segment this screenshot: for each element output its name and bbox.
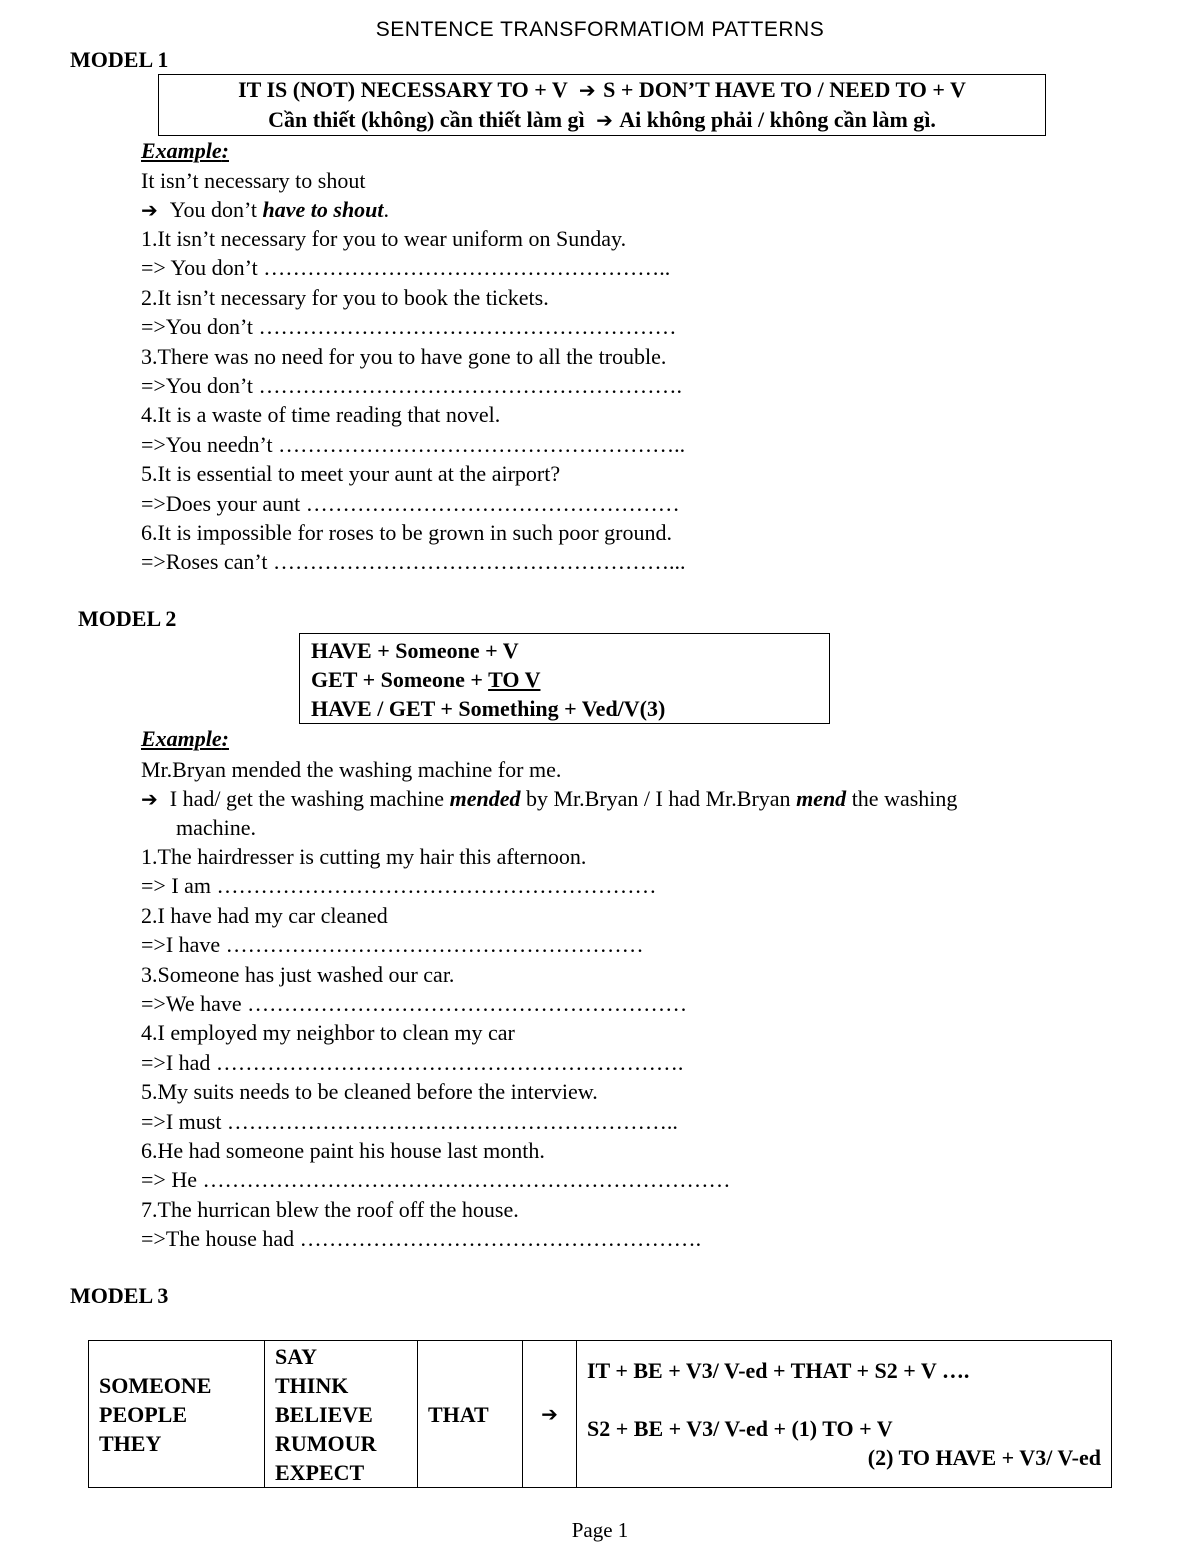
exercise-question: 2.It isn’t necessary for you to book the tickets. [141, 284, 549, 310]
verb-item: RUMOUR [275, 1430, 377, 1456]
exercise-question: 1.It isn’t necessary for you to wear uniform on Sunday. [141, 226, 627, 251]
model1-pattern-box [158, 74, 1046, 136]
exercise-answer-line: =>Does your aunt …………………………………………… [141, 490, 680, 516]
right-arrow-icon: ➔ [596, 108, 613, 132]
exercise-question: 4.It is a waste of time reading that novel. [141, 402, 501, 428]
exercise-question: 5.It is essential to meet your aunt at the airport? [141, 461, 561, 487]
model2-example-label: Example: [141, 726, 229, 751]
subject-item: PEOPLE [99, 1401, 188, 1427]
model2-pattern-line1: HAVE + Someone + V [311, 638, 519, 663]
right-arrow-icon: ➔ [141, 198, 158, 222]
model3-table [88, 1340, 1112, 1488]
model2-example-answer-cont: machine. [176, 815, 257, 840]
model1-example-label: Example: [141, 138, 229, 163]
verbs-cell [265, 1341, 418, 1488]
subject-item: SOMEONE [99, 1372, 212, 1398]
exercise-question: 1.The hairdresser is cutting my hair this afternoon. [141, 844, 587, 869]
right-arrow-icon: ➔ [578, 78, 596, 102]
model1-pattern-right: S + DON’T HAVE TO / NEED TO + V [603, 77, 966, 102]
result-line1: IT + BE + V3/ V-ed + THAT + S2 + V …. [587, 1358, 970, 1383]
page-number: Page 1 [571, 1518, 629, 1542]
exercise-question: 3.Someone has just washed our car. [141, 961, 455, 987]
exercise-answer-line: =>You needn’t ……………………………………………….. [141, 431, 686, 457]
right-arrow-icon: ➔ [523, 1341, 577, 1488]
model2-heading: MODEL 2 [78, 606, 177, 631]
model2-pattern-line2: GET + Someone + TO V [311, 667, 541, 692]
verb-item: SAY [275, 1343, 317, 1369]
model1-pattern-left: IT IS (NOT) NECESSARY TO + V [238, 77, 568, 102]
exercise-answer-line: =>You don’t ………………………………………………… [141, 314, 677, 340]
exercise-answer-line: =>I must …………………………………………………….. [141, 1108, 678, 1134]
verb-item: THINK [275, 1372, 349, 1398]
model3-heading: MODEL 3 [70, 1283, 169, 1308]
model1-example-answer: ➔ You don’t have to shout. [141, 197, 390, 222]
model1-gloss-left: Cần thiết (không) cần thiết làm gì [268, 107, 585, 132]
exercise-answer-line: =>I have ………………………………………………… [141, 932, 644, 958]
subjects-cell [89, 1341, 265, 1488]
result-line3: (2) TO HAVE + V3/ V-ed [867, 1445, 1101, 1470]
exercise-answer-line: =>I had ………………………………………………………. [141, 1049, 684, 1075]
page-title: SENTENCE TRANSFORMATIOM PATTERNS [375, 18, 825, 41]
right-arrow-icon: ➔ [141, 787, 158, 811]
model2-pattern-box [299, 633, 830, 724]
verb-item: EXPECT [275, 1459, 365, 1485]
exercise-answer-line: =>You don’t …………………………………………………. [141, 372, 683, 398]
exercise-question: 3.There was no need for you to have gone to all the trouble. [141, 343, 667, 369]
exercise-question: 7.The hurrican blew the roof off the house. [141, 1196, 519, 1222]
result-line2: S2 + BE + V3/ V-ed + (1) TO + V [587, 1416, 893, 1441]
that-cell: THAT [418, 1341, 523, 1488]
model1-heading: MODEL 1 [70, 47, 169, 72]
exercise-question: 5.My suits needs to be cleaned before the interview. [141, 1079, 598, 1105]
result-cell [577, 1341, 1112, 1488]
exercise-answer-line: =>We have …………………………………………………… [141, 990, 688, 1016]
model2-example-answer: ➔ I had/ get the washing machine mended by Mr.Bryan / I had Mr.Bryan mend the washing [141, 786, 958, 811]
exercise-question: 6.He had someone paint his house last month. [141, 1137, 545, 1163]
model2-lines [141, 755, 957, 1253]
model2-pattern-line3: HAVE / GET + Something + Ved/V(3) [311, 696, 666, 721]
exercise-answer-line: =>The house had ………………………………………………. [141, 1226, 702, 1252]
exercise-answer-line: =>Roses can’t ………………………………………………... [141, 549, 686, 575]
subject-item: THEY [99, 1430, 162, 1456]
exercise-answer-line: => I am …………………………………………………… [141, 873, 657, 899]
model2-example-sentence: Mr.Bryan mended the washing machine for me. [141, 757, 562, 782]
model1-gloss-right: Ai không phải / không cần làm gì. [619, 107, 936, 132]
exercise-answer-line: => He ……………………………………………………………… [141, 1167, 731, 1193]
model1-lines [141, 166, 685, 577]
exercise-question: 6.It is impossible for roses to be grown in such poor ground. [141, 519, 672, 545]
exercise-question: 4.I employed my neighbor to clean my car [141, 1020, 515, 1046]
model1-example-sentence: It isn’t necessary to shout [141, 168, 366, 193]
verb-item: BELIEVE [275, 1401, 373, 1427]
exercise-question: 2.I have had my car cleaned [141, 902, 388, 928]
exercise-answer-line: => You don’t ……………………………………………….. [141, 255, 671, 281]
